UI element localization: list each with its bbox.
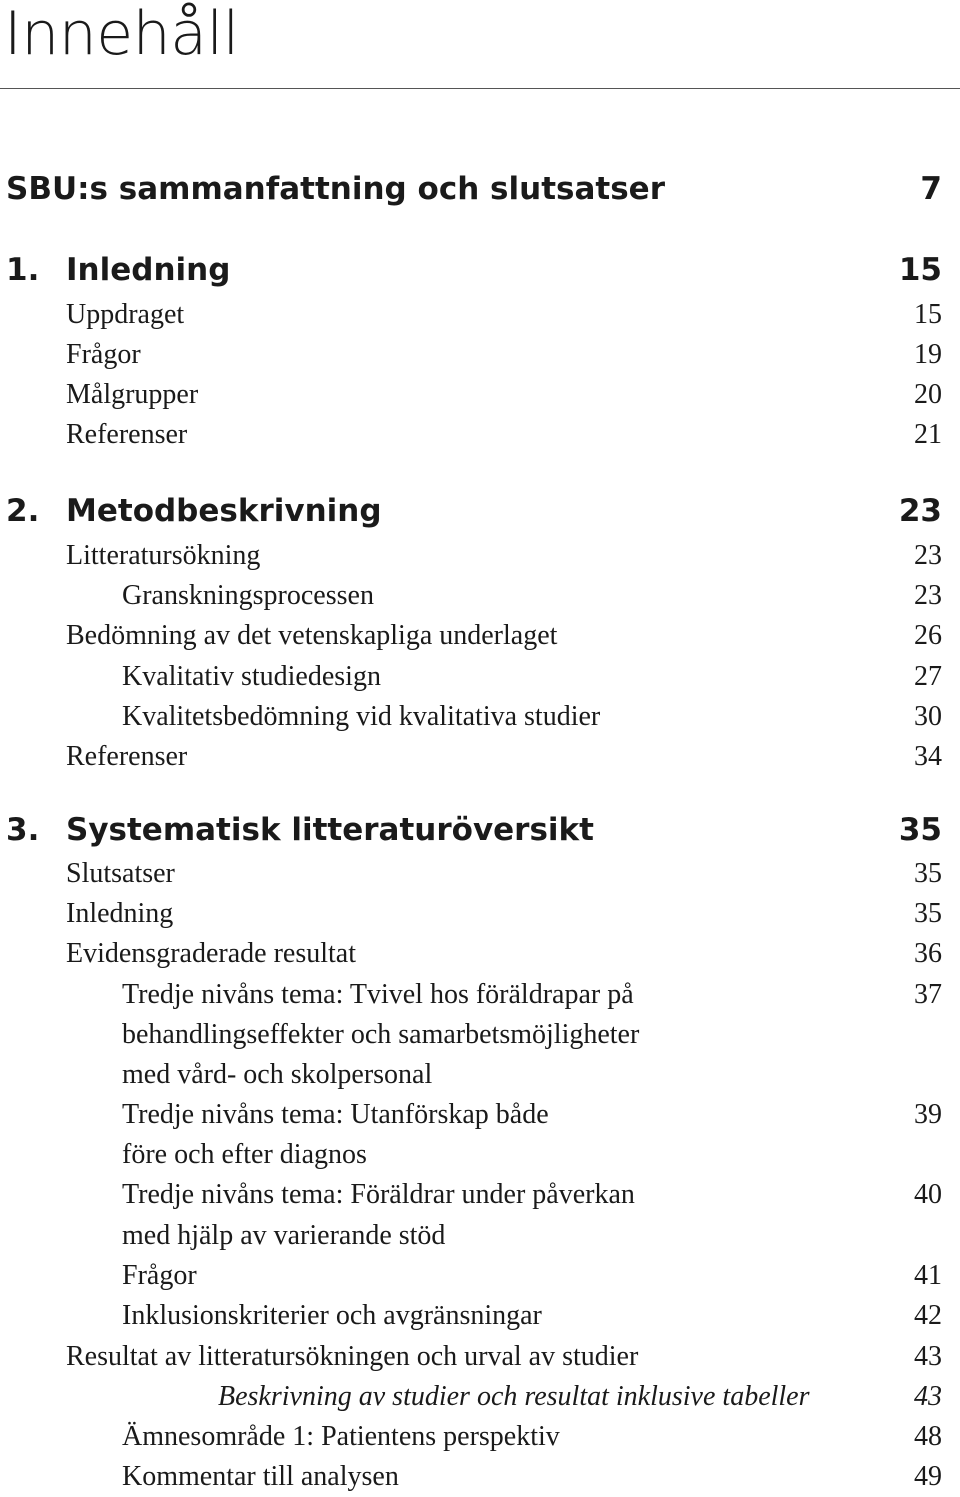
toc-item-page: 42 — [914, 1300, 942, 1331]
toc-item-label: Kommentar till analysen — [122, 1461, 399, 1492]
toc-item-page: 35 — [914, 858, 942, 889]
toc-item-label: Slutsatser — [66, 858, 175, 889]
toc-item-page: 19 — [914, 339, 942, 370]
toc-item-page: 37 — [914, 979, 942, 1010]
toc-item-page: 48 — [914, 1421, 942, 1452]
chapter-number: 3. — [6, 812, 40, 848]
toc-item-label: med vård- och skolpersonal — [122, 1059, 433, 1090]
toc-item-page: 27 — [914, 661, 942, 692]
toc-entry-label: SBU:s sammanfattning och slutsatser — [6, 171, 665, 207]
toc-item-label: Resultat av litteratursökningen och urval av studier — [66, 1341, 639, 1372]
toc-item-page: 21 — [914, 419, 942, 450]
toc-item-label: Referenser — [66, 419, 188, 450]
toc-item-label: Granskningsprocessen — [122, 580, 374, 611]
toc-item-page: 43 — [914, 1381, 942, 1412]
page-title: Innehåll — [4, 0, 239, 69]
chapter-page: 35 — [898, 812, 942, 848]
toc-item-label: Frågor — [66, 339, 141, 370]
toc-item-label: Kvalitativ studiedesign — [122, 661, 381, 692]
toc-item-page: 26 — [914, 620, 942, 651]
toc-item-page: 23 — [914, 540, 942, 571]
toc-item-label: Bedömning av det vetenskapliga underlaget — [66, 620, 558, 651]
toc-item-label: Evidensgraderade resultat — [66, 938, 356, 969]
toc-item-label: före och efter diagnos — [122, 1139, 367, 1170]
toc-item-label: Ämnesområde 1: Patientens perspektiv — [122, 1421, 560, 1452]
chapter-number: 2. — [6, 493, 40, 529]
chapter-page: 15 — [898, 252, 942, 288]
chapter-title: Metodbeskrivning — [66, 493, 382, 529]
toc-item-label: Beskrivning av studier och resultat inklusive tabeller — [218, 1381, 810, 1412]
toc-item-label: Frågor — [122, 1260, 197, 1291]
toc-item-page: 41 — [914, 1260, 942, 1291]
toc-item-page: 49 — [914, 1461, 942, 1492]
toc-item-label: Uppdraget — [66, 299, 185, 330]
toc-item-page: 35 — [914, 898, 942, 929]
chapter-page: 23 — [898, 493, 942, 529]
toc-item-page: 34 — [914, 741, 942, 772]
toc-item-label: Målgrupper — [66, 379, 199, 410]
chapter-title: Systematisk litteraturöversikt — [66, 812, 594, 848]
title-divider — [0, 88, 960, 89]
toc-item-page: 36 — [914, 938, 942, 969]
toc-item-page: 30 — [914, 701, 942, 732]
toc-item-label: Tredje nivåns tema: Utanförskap både — [122, 1099, 549, 1130]
toc-item-label: Tredje nivåns tema: Tvivel hos föräldrapar på — [122, 979, 634, 1010]
toc-item-label: Referenser — [66, 741, 188, 772]
toc-item-page: 40 — [914, 1179, 942, 1210]
toc-entry-page: 7 — [920, 171, 942, 207]
toc-item-label: Tredje nivåns tema: Föräldrar under påverkan — [122, 1179, 635, 1210]
toc-item-label: Kvalitetsbedömning vid kvalitativa studier — [122, 701, 601, 732]
toc-item-label: Inledning — [66, 898, 174, 929]
toc-item-page: 15 — [914, 299, 942, 330]
toc-item-page: 43 — [914, 1341, 942, 1372]
toc-item-label: behandlingseffekter och samarbetsmöjligheter — [122, 1019, 640, 1050]
toc-item-label: Inklusionskriterier och avgränsningar — [122, 1300, 542, 1331]
toc-item-label: Litteratursökning — [66, 540, 261, 571]
toc-item-page: 23 — [914, 580, 942, 611]
toc-item-page: 20 — [914, 379, 942, 410]
chapter-title: Inledning — [66, 252, 231, 288]
toc-item-label: med hjälp av varierande stöd — [122, 1220, 446, 1251]
chapter-number: 1. — [6, 252, 40, 288]
toc-item-page: 39 — [914, 1099, 942, 1130]
